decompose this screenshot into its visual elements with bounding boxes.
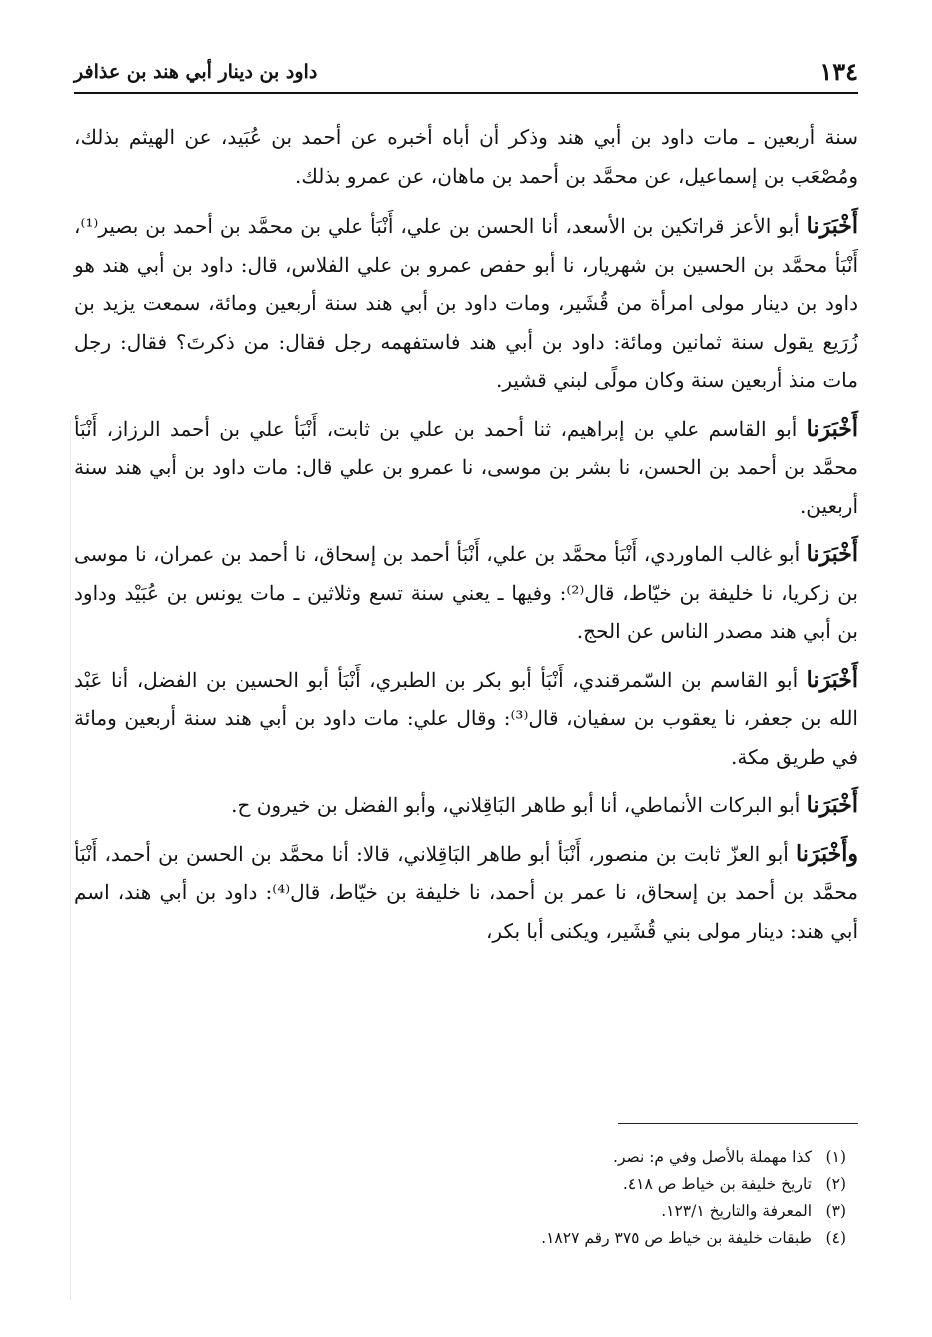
paragraph — [74, 661, 858, 777]
footnote-number: (٤) — [825, 1229, 846, 1247]
paragraph-text: أبو البركات الأنماطي، أنا أبو طاهر البَاقِلاني، وأبو الفضل بن خيرون ح. — [231, 793, 807, 817]
footnote-text: كذا مهملة بالأصل وفي م: نصر. — [613, 1148, 812, 1166]
footnote-number: (٢) — [825, 1175, 846, 1193]
main-text — [74, 118, 858, 960]
paragraph-text: أبو العزّ ثابت بن منصور، أَنْبَأ أبو طاهر البَاقِلاني، قالا: أنا محمَّد بن الحسن بن أحمد، أَنْبَأ محمَّد بن أحمد بن إسحاق، نا عمر بن أحمد، نا خليفة بن خيّاط، قال⁽⁴⁾: داود بن أبي هند، اسم أبي هند: دينار مولى بني قُشَير، ويكنى أبا بكر، — [74, 841, 858, 943]
paragraph — [74, 535, 858, 651]
paragraph — [74, 786, 858, 825]
footnote — [74, 1144, 858, 1171]
footnotes — [74, 1144, 858, 1252]
paragraph — [74, 835, 858, 951]
paragraph-keyword: أَخْبَرَنا — [806, 541, 858, 567]
footnote-text: تاريخ خليفة بن خياط ص ٤١٨. — [622, 1175, 812, 1193]
paragraph-text: سنة أربعين ـ مات داود بن أبي هند وذكر أن أباه أخبره عن أحمد بن عُبَيد، عن الهيثم بذلك، ومُصْعَب بن إسماعيل، عن محمَّد بن أحمد بن ماهان، عن عمرو بذلك. — [74, 125, 858, 188]
footnote-rule — [618, 1123, 858, 1124]
paragraph-text: أبو الأعز قراتكين بن الأسعد، أنا الحسن بن علي، أَنْبَأ علي بن محمَّد بن أحمد بن بصير⁽¹⁾، أَنْبَأ محمَّد بن الحسين بن شهريار، نا أبو حفص عمرو بن علي الفلاس، قال: داود بن أبي هند هو داود بن دينار مولى امرأة من قُشَير، ومات داود بن أبي هند سنة أربعين ومائة، سمعت يزيد بن زُرَيع يقول سنة ثمانين ومائة: داود بن أبي هند فاستفهمه رجل فقال: من ذكرتَ؟ فقال: رجل مات منذ أربعين سنة وكان مولًى لبني قشير. — [74, 214, 859, 392]
footnote-text: المعرفة والتاريخ ١٢٣/١. — [661, 1202, 812, 1220]
paragraph — [74, 410, 858, 526]
paragraph-keyword: أَخْبَرَنا — [806, 792, 858, 818]
paragraph-text: أبو غالب الماوردي، أَنْبَأ محمَّد بن علي، أَنْبَأ أحمد بن إسحاق، نا أحمد بن عمران، نا موسى بن زكريا، نا خليفة بن خيّاط، قال⁽²⁾: وفيها ـ يعني سنة تسع وثلاثين ـ مات يونس بن عُبَيْد وداود بن أبي هند مصدر الناس عن الحج. — [74, 542, 858, 643]
paragraph-text: أبو القاسم علي بن إبراهيم، ثنا أحمد بن علي بن ثابت، أَنْبَأ علي بن أحمد الرزاز، أَنْبَأ محمَّد بن أحمد بن الحسن، نا بشر بن موسى، نا عمرو بن علي قال: مات داود بن أبي هند سنة أربعين. — [74, 416, 858, 518]
page-header — [74, 50, 858, 90]
header-rule — [74, 92, 858, 94]
paragraph — [74, 118, 858, 195]
paragraph — [74, 207, 858, 400]
running-title: داود بن دينار أبي هند بن عذافر — [74, 61, 318, 83]
scan-gutter-line — [70, 420, 71, 1300]
footnote — [74, 1225, 858, 1252]
footnote-number: (١) — [825, 1148, 846, 1166]
paragraph-text: أبو القاسم بن السّمرقندي، أَنْبَأ أبو بكر بن الطبري، أَنْبَأ أبو الحسين بن الفضل، أنا عَبْد الله بن جعفر، نا يعقوب بن سفيان، قال⁽³⁾: وقال علي: مات داود بن أبي هند سنة أربعين ومائة في طريق مكة. — [74, 667, 858, 769]
paragraph-keyword: أَخْبَرَنا — [806, 666, 858, 693]
footnote — [74, 1171, 858, 1198]
paragraph-keyword: وأَخْبَرَنا — [796, 840, 858, 867]
paragraph-keyword: أَخْبَرَنا — [806, 213, 858, 239]
page-number: ١٣٤ — [819, 57, 858, 86]
paragraph-keyword: أَخْبَرَنا — [806, 415, 858, 442]
footnote-number: (٣) — [825, 1202, 846, 1220]
footnote — [74, 1198, 858, 1225]
footnote-text: طبقات خليفة بن خياط ص ٣٧٥ رقم ١٨٢٧. — [541, 1229, 812, 1247]
